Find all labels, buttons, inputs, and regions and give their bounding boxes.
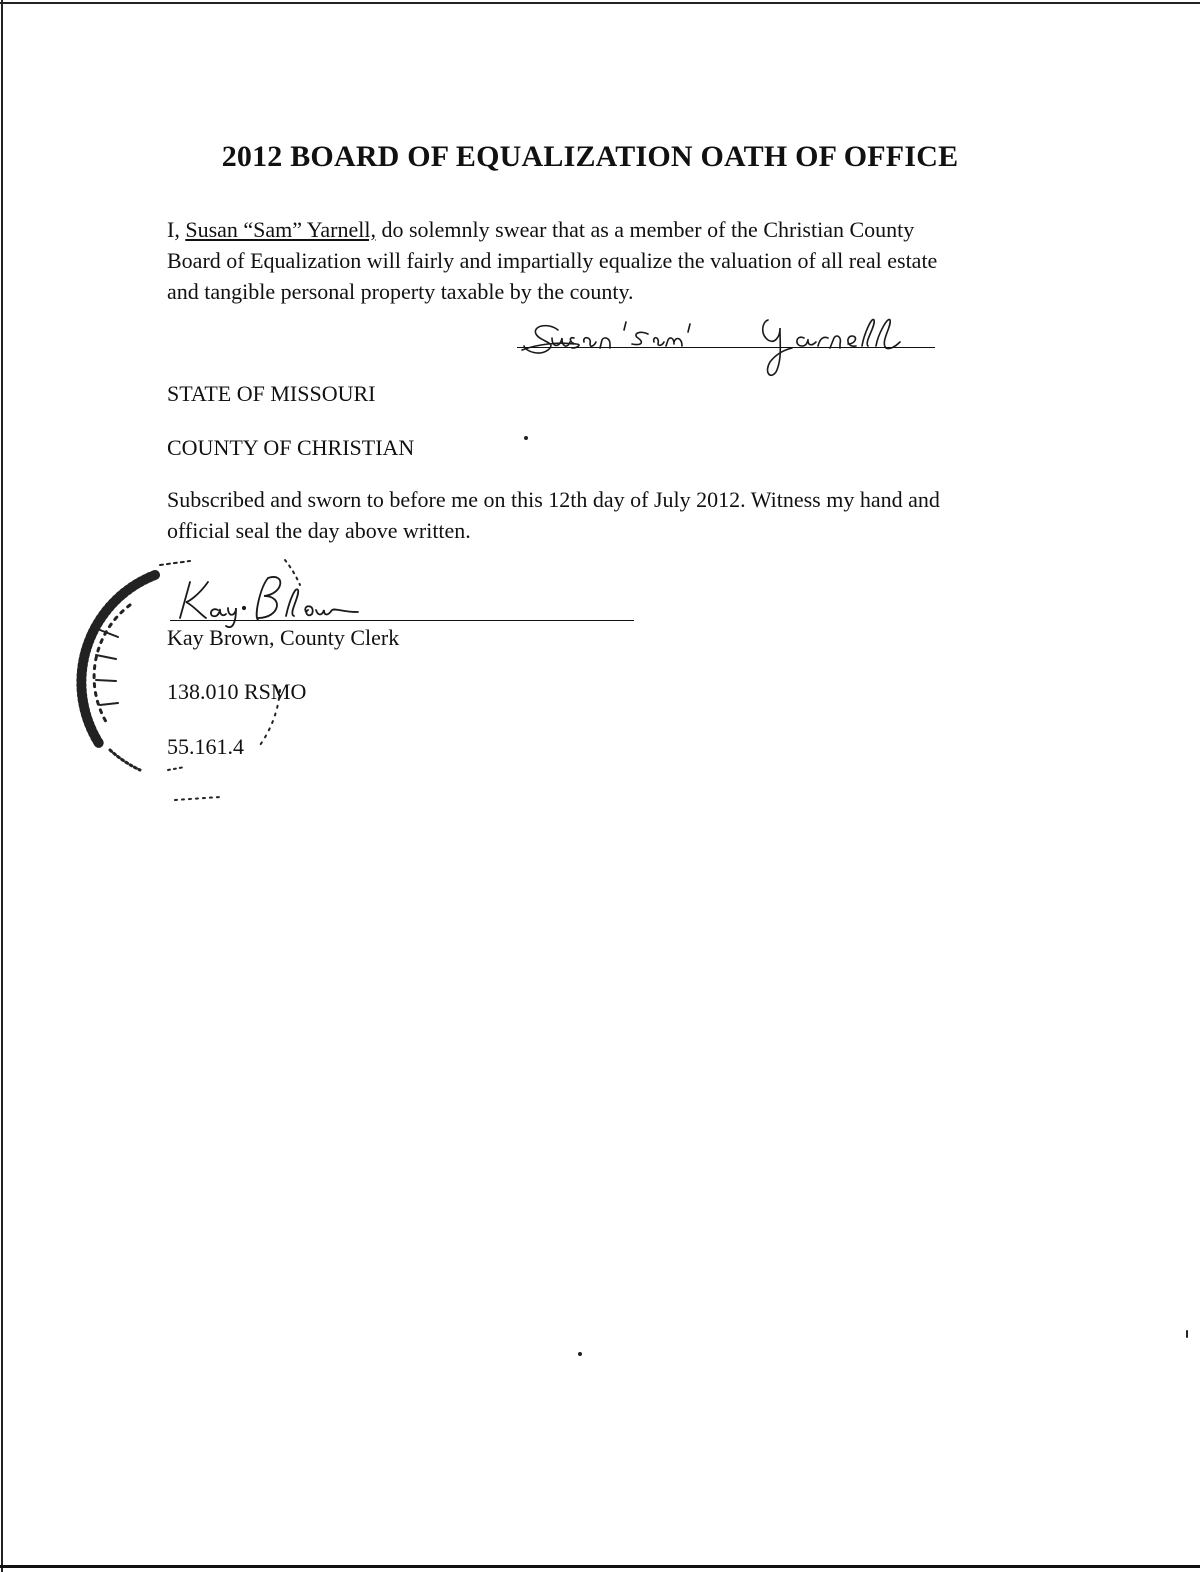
sworn-line-1: Subscribed and sworn to before me on this 12th day of July 2012. Witness my hand and — [167, 487, 940, 512]
clerk-name: Kay Brown, County Clerk — [167, 625, 400, 650]
member-signature-line — [517, 347, 935, 348]
oath-text-line-3: and tangible personal property taxable by the county. — [167, 279, 634, 304]
member-signature — [518, 298, 938, 378]
clerk-signature-line — [170, 620, 634, 621]
scan-speck — [578, 1352, 582, 1356]
statute-reference-2: 55.161.4 — [167, 734, 244, 759]
oath-text-line-2: Board of Equalization will fairly and impartially equalize the valuation of all real estate — [167, 248, 938, 273]
clerk-signature — [168, 568, 368, 628]
scan-edge-bottom — [0, 1565, 1200, 1568]
sworn-paragraph — [167, 484, 1027, 546]
scan-edge-top — [0, 2, 1200, 4]
scan-edge-left — [1, 0, 3, 1572]
county-label: COUNTY OF CHRISTIAN — [167, 435, 415, 460]
scan-speck — [524, 436, 528, 440]
scan-speck — [1186, 1330, 1188, 1338]
document-title: 2012 BOARD OF EQUALIZATION OATH OF OFFICE — [221, 140, 959, 173]
oath-prefix: I, — [167, 217, 186, 242]
oath-paragraph — [167, 214, 1027, 307]
oath-text-line-1: do solemnly swear that as a member of the Christian County — [375, 217, 915, 242]
statute-reference-1: 138.010 RSMO — [167, 679, 307, 704]
sworn-line-2: official seal the day above written. — [167, 518, 471, 543]
state-label: STATE OF MISSOURI — [167, 381, 376, 406]
member-name: Susan “Sam” Yarnell, — [185, 217, 376, 242]
